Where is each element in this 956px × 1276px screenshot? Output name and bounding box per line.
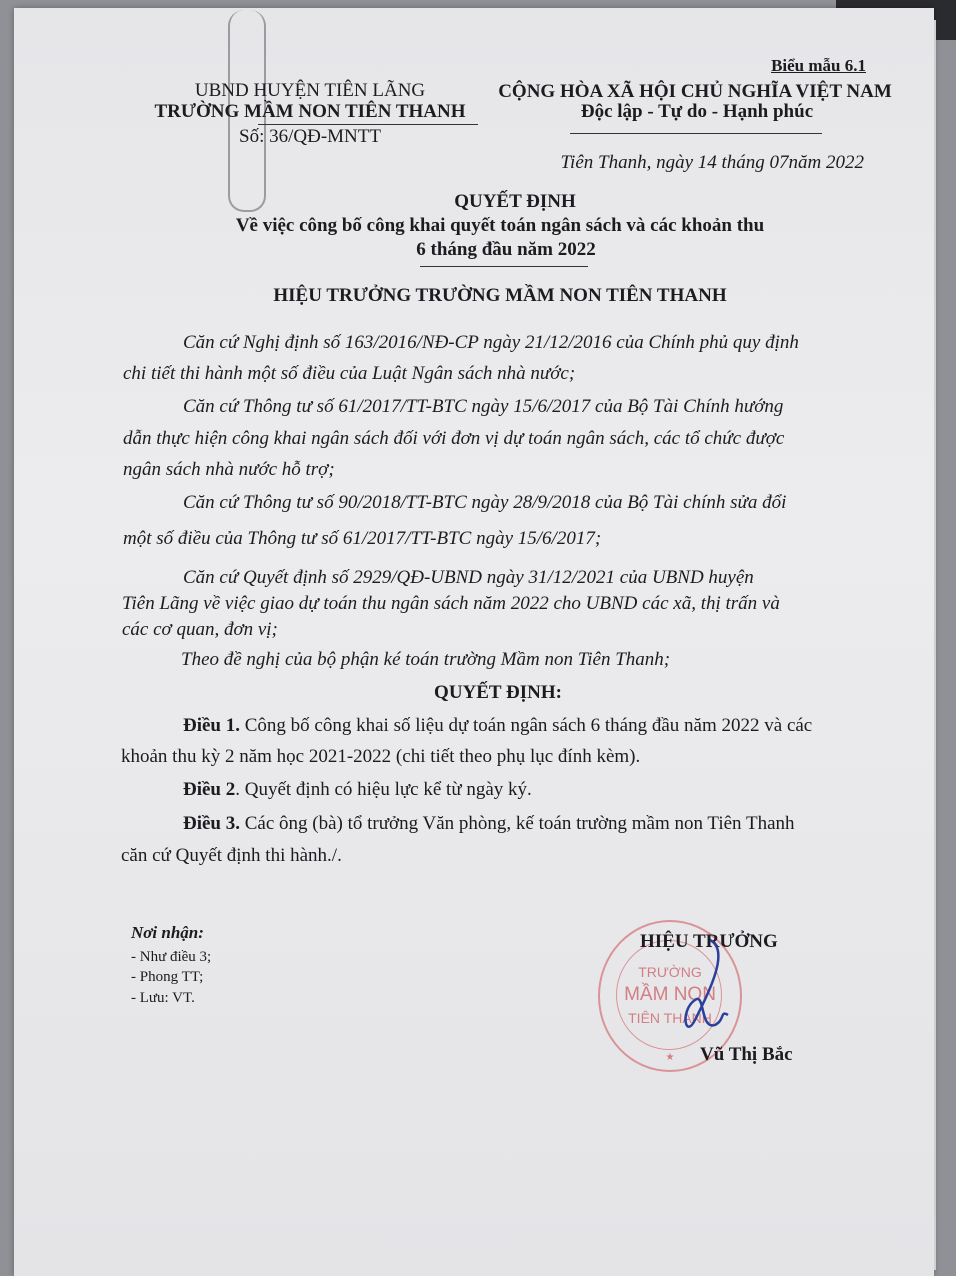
- article-3-line-2: căn cứ Quyết định thi hành./.: [121, 845, 342, 866]
- subject-line-2: 6 tháng đầu năm 2022: [416, 239, 596, 260]
- document-number: Số: 36/QĐ-MNTT: [239, 126, 381, 147]
- school-underline: [258, 124, 478, 125]
- subject-line-1: Về việc công bố công khai quyết toán ngân sách và các khoản thu: [235, 215, 765, 236]
- article-2-text: . Quyết định có hiệu lực kể từ ngày ký.: [235, 779, 532, 800]
- decision-heading: QUYẾT ĐỊNH:: [434, 682, 562, 703]
- article-1-line-2: khoản thu kỳ 2 năm học 2021-2022 (chi tiết theo phụ lục đính kèm).: [121, 746, 641, 767]
- article-1-line-1: [183, 715, 812, 737]
- national-motto: Độc lập - Tự do - Hạnh phúc: [580, 101, 814, 122]
- signer-name: Vũ Thị Bắc: [700, 1044, 793, 1065]
- basis-4-line-2: Tiên Lãng về việc giao dự toán thu ngân sách năm 2022 cho UBND các xã, thị trấn và: [122, 593, 780, 614]
- recipients-heading: Nơi nhận:: [131, 923, 204, 942]
- article-2-label: Điều 2: [183, 779, 236, 800]
- handwritten-signature: [640, 930, 760, 1050]
- authority-name: UBND HUYỆN TIÊN LÃNG: [194, 80, 426, 101]
- article-1-text: Công bố công khai số liệu dự toán ngân sách 6 tháng đầu năm 2022 và các: [240, 715, 813, 736]
- official-stamp: TRƯỜNG MẦM NON TIÊN THANH ★: [598, 920, 742, 1072]
- recipient-item: - Phong TT;: [131, 969, 204, 985]
- signature-title: HIỆU TRƯỞNG: [640, 931, 778, 952]
- basis-4-line-3: các cơ quan, đơn vị;: [122, 619, 278, 640]
- basis-1-line-2: chi tiết thi hành một số điều của Luật Ngân sách nhà nước;: [123, 363, 576, 384]
- subject-underline: [420, 266, 588, 267]
- basis-2-line-1: Căn cứ Thông tư số 61/2017/TT-BTC ngày 15/6/2017 của Bộ Tài Chính hướng: [183, 396, 784, 417]
- basis-4-line-1: Căn cứ Quyết định số 2929/QĐ-UBND ngày 31/12/2021 của UBND huyện: [183, 567, 754, 588]
- country-name: CỘNG HÒA XÃ HỘI CHỦ NGHĨA VIỆT NAM: [498, 81, 892, 102]
- article-3-line-1: [183, 813, 795, 835]
- article-3-text: Các ông (bà) tổ trưởng Văn phòng, kế toán trường mầm non Tiên Thanh: [240, 813, 795, 834]
- recipient-item: - Như điều 3;: [131, 949, 212, 965]
- recipient-item: - Lưu: VT.: [131, 990, 195, 1006]
- issuer-heading: HIỆU TRƯỞNG TRƯỜNG MẦM NON TIÊN THANH: [273, 285, 727, 306]
- form-number: Biểu mẫu 6.1: [771, 56, 866, 75]
- document-title: QUYẾT ĐỊNH: [454, 191, 576, 212]
- article-3-label: Điều 3.: [183, 813, 240, 834]
- article-2-line-1: [183, 779, 532, 801]
- school-name: TRƯỜNG MẦM NON TIÊN THANH: [154, 101, 466, 122]
- motto-underline: [570, 133, 822, 134]
- basis-3-line-1: Căn cứ Thông tư số 90/2018/TT-BTC ngày 28/9/2018 của Bộ Tài chính sửa đổi: [183, 492, 787, 513]
- document-date: Tiên Thanh, ngày 14 tháng 07năm 2022: [560, 152, 864, 173]
- basis-2-line-3: ngân sách nhà nước hỗ trợ;: [123, 459, 335, 480]
- stacked-page-edge: [934, 20, 936, 1270]
- basis-2-line-2: dẫn thực hiện công khai ngân sách đối với đơn vị dự toán ngân sách, các tổ chức được: [123, 428, 785, 449]
- basis-3-line-2: một số điều của Thông tư số 61/2017/TT-BTC ngày 15/6/2017;: [123, 528, 602, 549]
- article-1-label: Điều 1.: [183, 715, 240, 736]
- basis-5-line-1: Theo đề nghị của bộ phận ké toán trường Mầm non Tiên Thanh;: [181, 649, 671, 670]
- basis-1-line-1: Căn cứ Nghị định số 163/2016/NĐ-CP ngày 21/12/2016 của Chính phủ quy định: [183, 332, 799, 353]
